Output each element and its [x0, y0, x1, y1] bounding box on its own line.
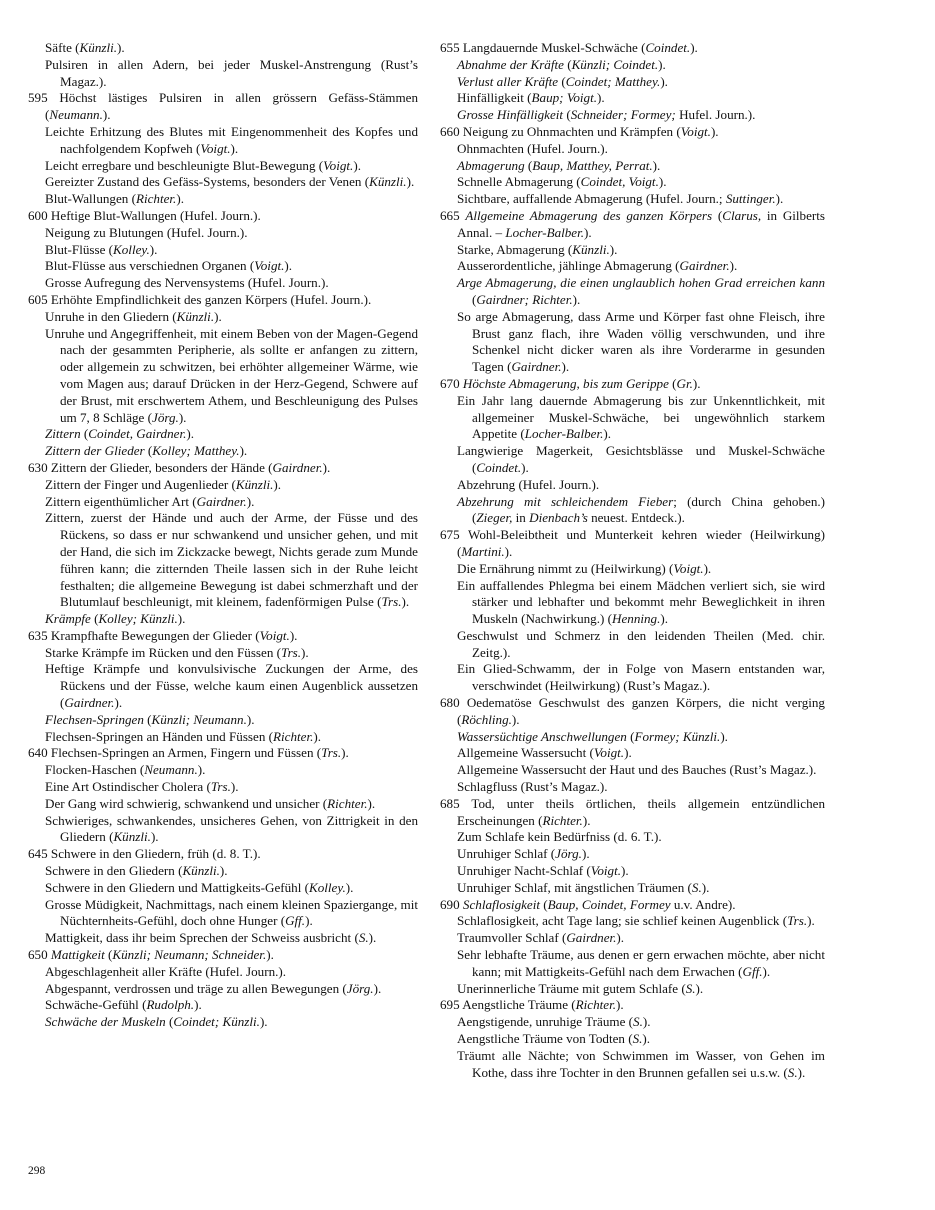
entry-text: Höchst lästiges Pulsiren in allen grössern Gefäss-Stämmen (Neumann.).: [45, 90, 419, 123]
entry-text: Gereizter Zustand des Gefäss-Systems, besonders der Venen (Künzli.).: [45, 174, 415, 190]
entry-number: 685: [440, 795, 472, 811]
entry-text: Krampfhafte Bewegungen der Glieder (Voigt.).: [50, 627, 298, 643]
numbered-symptom-entry: [28, 208, 418, 225]
entry-text: Zum Schlafe kein Bedürfniss (d. 6. T.).: [457, 829, 662, 845]
entry-text: Grosse Müdigkeit, Nachmittags, nach einem kleinen Spaziergange, mit Nüchternheits-Gefühl, doch ohne Hunger (Gff.).: [45, 896, 418, 929]
symptom-entry: [28, 309, 418, 326]
entry-text: Ausserordentliche, jählinge Abmagerung (Gairdner.).: [457, 258, 738, 274]
symptom-entry: [440, 74, 825, 91]
entry-text: Wohl-Beleibtheit und Munterkeit kehren wieder (Heilwirkung) (Martini.).: [457, 527, 825, 559]
symptom-entry: [28, 242, 418, 259]
symptom-entry: [440, 829, 825, 846]
symptom-entry: [440, 1014, 825, 1031]
entry-text: Blut-Flüsse (Kolley.).: [45, 241, 158, 257]
entry-text: Langwierige Magerkeit, Gesichtsblässe und Muskel-Schwäche (Coindet.).: [457, 443, 825, 475]
entry-text: Schlaflosigkeit (Baup, Coindet, Formey u.v. Andre).: [462, 896, 736, 912]
entry-text: Allgemeine Abmagerung des ganzen Körpers (Clarus, in Gilberts Annal. – Locher-Balber.).: [457, 207, 826, 240]
symptom-entry: [440, 913, 825, 930]
numbered-symptom-entry: [440, 376, 825, 393]
entry-text: Schlagfluss (Rust’s Magaz.).: [457, 779, 608, 795]
symptom-entry: [28, 779, 418, 796]
symptom-entry: [28, 645, 418, 662]
entry-text: Starke Krämpfe im Rücken und den Füssen (Trs.).: [45, 644, 309, 660]
entry-text: Träumt alle Nächte; von Schwimmen im Wasser, von Gehen im Kothe, dass ihre Tochter in den Brunnen gefallen sei u.s.w. (S.).: [457, 1047, 825, 1080]
symptom-entry: [28, 57, 418, 91]
numbered-symptom-entry: [28, 628, 418, 645]
symptom-entry: [440, 628, 825, 662]
entry-text: Ein auffallendes Phlegma bei einem Mädchen verliert sich, sie wird stärker und lebhafter und bekommt mehr Beweglichkeit in ihren Muskeln (Nachwirkung.) (Henning.).: [457, 577, 825, 627]
entry-text: Der Gang wird schwierig, schwankend und unsicher (Richter.).: [45, 795, 376, 811]
symptom-entry: [440, 309, 825, 376]
symptom-entry: [440, 947, 825, 981]
symptom-entry: [440, 107, 825, 124]
symptom-entry: [440, 779, 825, 796]
entry-text: Zittern (Coindet, Gairdner.).: [45, 426, 195, 442]
symptom-entry: [440, 158, 825, 175]
numbered-symptom-entry: [440, 897, 825, 914]
page-number: 298: [28, 1165, 46, 1177]
symptom-entry: [440, 729, 825, 746]
symptom-entry: [440, 930, 825, 947]
entry-number: 605: [28, 291, 51, 307]
entry-number: 670: [440, 375, 463, 391]
symptom-entry: [28, 174, 418, 191]
symptom-entry: [28, 426, 418, 443]
entry-number: 595: [28, 90, 60, 106]
entry-text: Arge Abmagerung, die einen unglaublich hohen Grad erreichen kann (Gairdner; Richter.).: [457, 275, 825, 307]
symptom-entry: [440, 981, 825, 998]
symptom-entry: [28, 225, 418, 242]
symptom-entry: [28, 796, 418, 813]
entry-text: Flocken-Haschen (Neumann.).: [45, 762, 206, 778]
entry-text: Schwäche der Muskeln (Coindet; Künzli.).: [45, 1014, 268, 1030]
numbered-symptom-entry: [28, 90, 418, 124]
symptom-entry: [440, 57, 825, 74]
symptom-entry: [28, 981, 418, 998]
numbered-symptom-entry: [440, 997, 825, 1014]
entry-number: 665: [440, 207, 466, 223]
entry-number: 640: [28, 745, 51, 761]
symptom-entry: [440, 578, 825, 628]
symptom-entry: [440, 191, 825, 208]
entry-text: Schlaflosigkeit, acht Tage lang; sie schlief keinen Augenblick (Trs.).: [457, 913, 815, 929]
entry-number: 600: [28, 207, 51, 223]
entry-text: Starke, Abmagerung (Künzli.).: [457, 241, 618, 257]
entry-text: Blut-Flüsse aus verschiednen Organen (Voigt.).: [45, 258, 293, 274]
entry-text: Mattigkeit, dass ihr beim Sprechen der Schweiss ausbricht (S.).: [45, 930, 377, 946]
entry-text: Höchste Abmagerung, bis zum Gerippe (Gr.).: [462, 375, 701, 391]
entry-text: Unruhe und Angegriffenheit, mit einem Beben von der Magen-Gegend nach der gesammten Peripherie, als sollte er anfangen zu zittern, oder allgemein zu schwitzen, bei erhöhter allgemeiner Wärme, wie vom Magen aus; darauf Drücken in der Herz-Gegend, Schwere auf der Brust, mit erschwertem Athem, und Beschleunigung des Pulses um 7, 8 Schläge (Jörg.).: [45, 325, 418, 425]
numbered-symptom-entry: [28, 460, 418, 477]
symptom-entry: [28, 326, 418, 427]
entry-text: Unruhiger Schlaf, mit ängstlichen Träumen (S.).: [457, 879, 710, 895]
entry-number: 675: [440, 527, 469, 543]
entry-text: Ohnmachten (Hufel. Journ.).: [457, 140, 608, 156]
symptom-entry: [440, 174, 825, 191]
symptom-entry: [28, 813, 418, 847]
symptom-entry: [28, 443, 418, 460]
numbered-symptom-entry: [440, 40, 825, 57]
entry-number: 630: [28, 459, 51, 475]
entry-text: So arge Abmagerung, dass Arme und Körper fast ohne Fleisch, ihre Brust ganz flach, ihre Waden völlig verschwunden, und ihre Schenkel nicht dicker waren als ihre Vorderarme in gesunden Tagen (Gairdner.).: [457, 308, 825, 375]
numbered-symptom-entry: [28, 947, 418, 964]
entry-text: Unruhe in den Gliedern (Künzli.).: [45, 308, 222, 324]
symptom-entry: [440, 393, 825, 443]
symptom-entry: [440, 477, 825, 494]
entry-text: Heftige Blut-Wallungen (Hufel. Journ.).: [50, 207, 261, 223]
entry-text: Krämpfe (Kolley; Künzli.).: [45, 611, 186, 627]
entry-text: Ein Jahr lang dauernde Abmagerung bis zur Unkenntlichkeit, mit allgemeiner Muskel-Schwäche, bei ungewöhnlich starkem Appetite (Locher-Balber.).: [457, 392, 825, 442]
entry-text: Oedematöse Geschwulst des ganzen Körpers, die nicht verging (Röchling.).: [457, 695, 825, 727]
entry-text: Heftige Krämpfe und konvulsivische Zuckungen der Arme, des Rückens und der Füsse, welche kaum einen Augenblick aussetzen (Gairdner.).: [45, 661, 418, 711]
entry-number: 680: [440, 695, 467, 711]
numbered-symptom-entry: [440, 695, 825, 729]
symptom-entry: [440, 1031, 825, 1048]
entry-text: Verlust aller Kräfte (Coindet; Matthey.).: [457, 73, 668, 89]
entry-text: Schwieriges, schwankendes, unsicheres Gehen, von Zittrigkeit in den Gliedern (Künzli.).: [45, 812, 418, 845]
entry-number: 650: [28, 947, 51, 963]
entry-text: Unruhiger Nacht-Schlaf (Voigt.).: [457, 863, 629, 879]
symptom-entry: [28, 729, 418, 746]
entry-text: Abmagerung (Baup, Matthey, Perrat.).: [457, 157, 661, 173]
numbered-symptom-entry: [440, 527, 825, 561]
right-column: [440, 40, 825, 1081]
symptom-entry: [440, 258, 825, 275]
entry-text: Schwäche-Gefühl (Rudolph.).: [45, 997, 202, 1013]
symptom-entry: [28, 661, 418, 711]
entry-text: Blut-Wallungen (Richter.).: [45, 191, 184, 207]
symptom-entry: [28, 494, 418, 511]
symptom-entry: [440, 1048, 825, 1082]
entry-text: Erhöhte Empfindlichkeit des ganzen Körpers (Hufel. Journ.).: [50, 291, 372, 307]
symptom-entry: [440, 494, 825, 528]
entry-text: Allgemeine Wassersucht (Voigt.).: [457, 745, 632, 761]
symptom-entry: [440, 443, 825, 477]
entry-text: Grosse Aufregung des Nervensystems (Hufel. Journ.).: [45, 275, 329, 291]
entry-text: Die Ernährung nimmt zu (Heilwirkung) (Voigt.).: [457, 560, 712, 576]
numbered-symptom-entry: [440, 208, 825, 242]
entry-text: Aengstigende, unruhige Träume (S.).: [457, 1014, 651, 1030]
symptom-entry: [28, 1014, 418, 1031]
entry-text: Zittern, zuerst der Hände und auch der Arme, der Füsse und des Rückens, so dass er nur schwankend und unsicher gehen, und mit der Hand, die sich im Zickzacke bewegt, Nichts gerade zum Munde führen kann; die zitternden Theile lassen sich in der Ruhe leicht festhalten; die allgemeine Bewegung ist dabei schmerzhaft und der Blutumlauf beschleunigt, mit kleinem, fadenförmigen Pulse (Trs.).: [45, 510, 418, 610]
symptom-entry: [28, 863, 418, 880]
entry-number: 660: [440, 123, 463, 139]
entry-text: Leicht erregbare und beschleunigte Blut-Bewegung (Voigt.).: [45, 157, 361, 173]
symptom-entry: [28, 40, 418, 57]
entry-text: Langdauernde Muskel-Schwäche (Coindet.).: [462, 40, 698, 55]
symptom-entry: [28, 964, 418, 981]
symptom-entry: [440, 762, 825, 779]
symptom-entry: [440, 561, 825, 578]
entry-text: Schwere in den Gliedern (Künzli.).: [45, 863, 228, 879]
entry-text: Geschwulst und Schmerz in den leidenden Theilen (Med. chir. Zeitg.).: [457, 627, 825, 660]
symptom-entry: [28, 997, 418, 1014]
numbered-symptom-entry: [28, 745, 418, 762]
symptom-entry: [440, 90, 825, 107]
entry-text: Abzehrung mit schleichendem Fieber; (durch China gehoben.) (Zieger, in Dienbach’s neuest. Entdeck.).: [457, 493, 826, 526]
entry-text: Sehr lebhafte Träume, aus denen er gern erwachen möchte, aber nicht kann; mit Mattigkeits-Gefühl nach dem Erwachen (Gff.).: [457, 947, 825, 979]
symptom-entry: [28, 191, 418, 208]
entry-text: Abnahme der Kräfte (Künzli; Coindet.).: [457, 56, 666, 72]
symptom-entry: [28, 880, 418, 897]
entry-text: Abgespannt, verdrossen und träge zu allen Bewegungen (Jörg.).: [45, 980, 382, 996]
entry-text: Wassersüchtige Anschwellungen (Formey; Künzli.).: [457, 728, 728, 744]
entry-text: Tod, unter theils örtlichen, theils allgemein entzündlichen Erscheinungen (Richter.).: [457, 795, 825, 828]
numbered-symptom-entry: [28, 846, 418, 863]
numbered-symptom-entry: [440, 124, 825, 141]
symptom-entry: [28, 510, 418, 611]
entry-text: Aengstliche Träume (Richter.).: [462, 997, 624, 1013]
symptom-entry: [440, 863, 825, 880]
entry-text: Flechsen-Springen an Armen, Fingern und Füssen (Trs.).: [50, 745, 349, 761]
entry-text: Zittern eigenthümlicher Art (Gairdner.).: [45, 493, 255, 509]
numbered-symptom-entry: [440, 796, 825, 830]
entry-text: Traumvoller Schlaf (Gairdner.).: [457, 930, 625, 946]
symptom-entry: [440, 242, 825, 259]
symptom-entry: [28, 124, 418, 158]
entry-text: Zittern der Glieder (Kolley; Matthey.).: [45, 443, 248, 459]
symptom-entry: [28, 158, 418, 175]
entry-number: 695: [440, 997, 463, 1013]
symptom-entry: [440, 275, 825, 309]
symptom-entry: [440, 880, 825, 897]
entry-number: 690: [440, 896, 463, 912]
numbered-symptom-entry: [28, 292, 418, 309]
entry-text: Neigung zu Ohnmachten und Krämpfen (Voigt.).: [462, 123, 719, 139]
entry-text: Pulsiren in allen Adern, bei jeder Muskel-Anstrengung (Rust’s Magaz.).: [45, 56, 418, 89]
entry-text: Schwere in den Gliedern, früh (d. 8. T.).: [50, 846, 261, 862]
entry-text: Abgeschlagenheit aller Kräfte (Hufel. Journ.).: [45, 963, 287, 979]
symptom-entry: [28, 275, 418, 292]
symptom-entry: [28, 477, 418, 494]
symptom-entry: [28, 712, 418, 729]
entry-text: Eine Art Ostindischer Cholera (Trs.).: [45, 779, 239, 795]
entry-text: Unerinnerliche Träume mit gutem Schlafe (S.).: [457, 980, 704, 996]
entry-text: Flechsen-Springen (Künzli; Neumann.).: [45, 711, 255, 727]
symptom-entry: [440, 661, 825, 695]
entry-text: Hinfälligkeit (Baup; Voigt.).: [457, 90, 605, 106]
entry-text: Zittern der Glieder, besonders der Hände (Gairdner.).: [50, 459, 331, 475]
symptom-entry: [440, 745, 825, 762]
entry-text: Leichte Erhitzung des Blutes mit Eingenommenheit des Kopfes und nachfolgendem Kopfweh (Voigt.).: [45, 123, 418, 156]
entry-text: Neigung zu Blutungen (Hufel. Journ.).: [45, 224, 248, 240]
entry-text: Säfte (Künzli.).: [45, 40, 125, 55]
symptom-entry: [28, 258, 418, 275]
symptom-entry: [28, 611, 418, 628]
entry-text: Unruhiger Schlaf (Jörg.).: [457, 846, 590, 862]
entry-text: Mattigkeit (Künzli; Neumann; Schneider.).: [50, 947, 274, 963]
symptom-entry: [28, 897, 418, 931]
entry-text: Aengstliche Träume von Todten (S.).: [457, 1031, 651, 1047]
entry-text: Schnelle Abmagerung (Coindet, Voigt.).: [457, 174, 667, 190]
symptom-entry: [440, 846, 825, 863]
symptom-entry: [28, 762, 418, 779]
entry-text: Allgemeine Wassersucht der Haut und des Bauches (Rust’s Magaz.).: [457, 762, 817, 778]
entry-number: 655: [440, 40, 463, 55]
entry-text: Ein Glied-Schwamm, der in Folge von Masern entstanden war, verschwindet (Heilwirkung) (Rust’s Magaz.).: [457, 661, 825, 694]
entry-text: Sichtbare, auffallende Abmagerung (Hufel. Journ.; Suttinger.).: [457, 191, 784, 207]
entry-text: Flechsen-Springen an Händen und Füssen (Richter.).: [45, 728, 322, 744]
entry-text: Zittern der Finger und Augenlieder (Künzli.).: [45, 476, 282, 492]
entry-text: Abzehrung (Hufel. Journ.).: [457, 476, 600, 492]
symptom-entry: [440, 141, 825, 158]
entry-number: 645: [28, 846, 51, 862]
entry-number: 635: [28, 627, 51, 643]
entry-text: Grosse Hinfälligkeit (Schneider; Formey; Hufel. Journ.).: [457, 107, 756, 123]
left-column: [28, 40, 418, 1031]
symptom-entry: [28, 930, 418, 947]
entry-text: Schwere in den Gliedern und Mattigkeits-Gefühl (Kolley.).: [45, 879, 354, 895]
